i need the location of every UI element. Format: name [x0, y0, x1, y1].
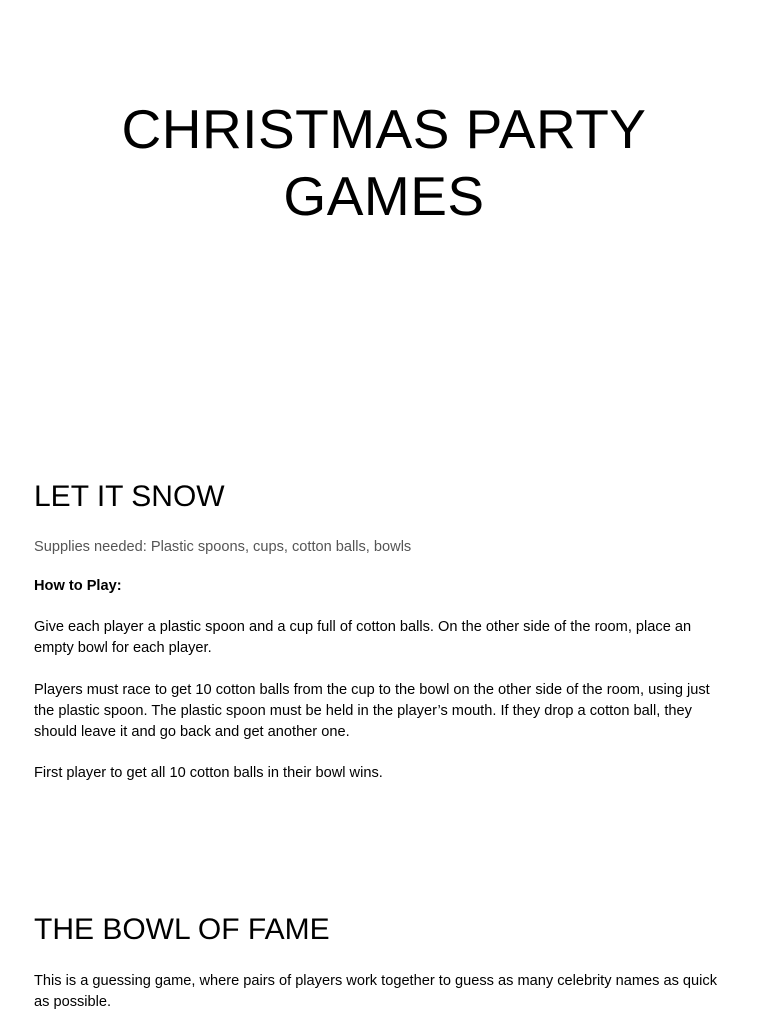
instructions-paragraph-2: Players must race to get 10 cotton balls from the cup to the bowl on the other side of the room, using just the plastic spoon. The plastic spoon must be held in the player’s mouth. If they drop a cotton ball, they should leave it and go back and get another one.: [34, 682, 710, 740]
document-title-line-1: CHRISTMAS PARTY: [121, 98, 647, 160]
document-title: [0, 96, 768, 230]
supplies-needed-text: Supplies needed: Plastic spoons, cups, cotton balls, bowls: [34, 539, 412, 555]
section-heading-let-it-snow: LET IT SNOW: [34, 480, 225, 513]
document-title-line-2: GAMES: [283, 165, 485, 227]
instructions-paragraph-1: Give each player a plastic spoon and a cup full of cotton balls. On the other side of the room, place an empty bowl for each player.: [34, 619, 692, 656]
instructions-paragraph-3: First player to get all 10 cotton balls in their bowl wins.: [34, 765, 383, 781]
bowl-of-fame-paragraph-1: This is a guessing game, where pairs of players work together to guess as many celebrity names as quick as possible.: [34, 973, 717, 1010]
section-heading-bowl-of-fame: THE BOWL OF FAME: [34, 913, 330, 946]
how-to-play-label: How to Play:: [34, 578, 122, 594]
